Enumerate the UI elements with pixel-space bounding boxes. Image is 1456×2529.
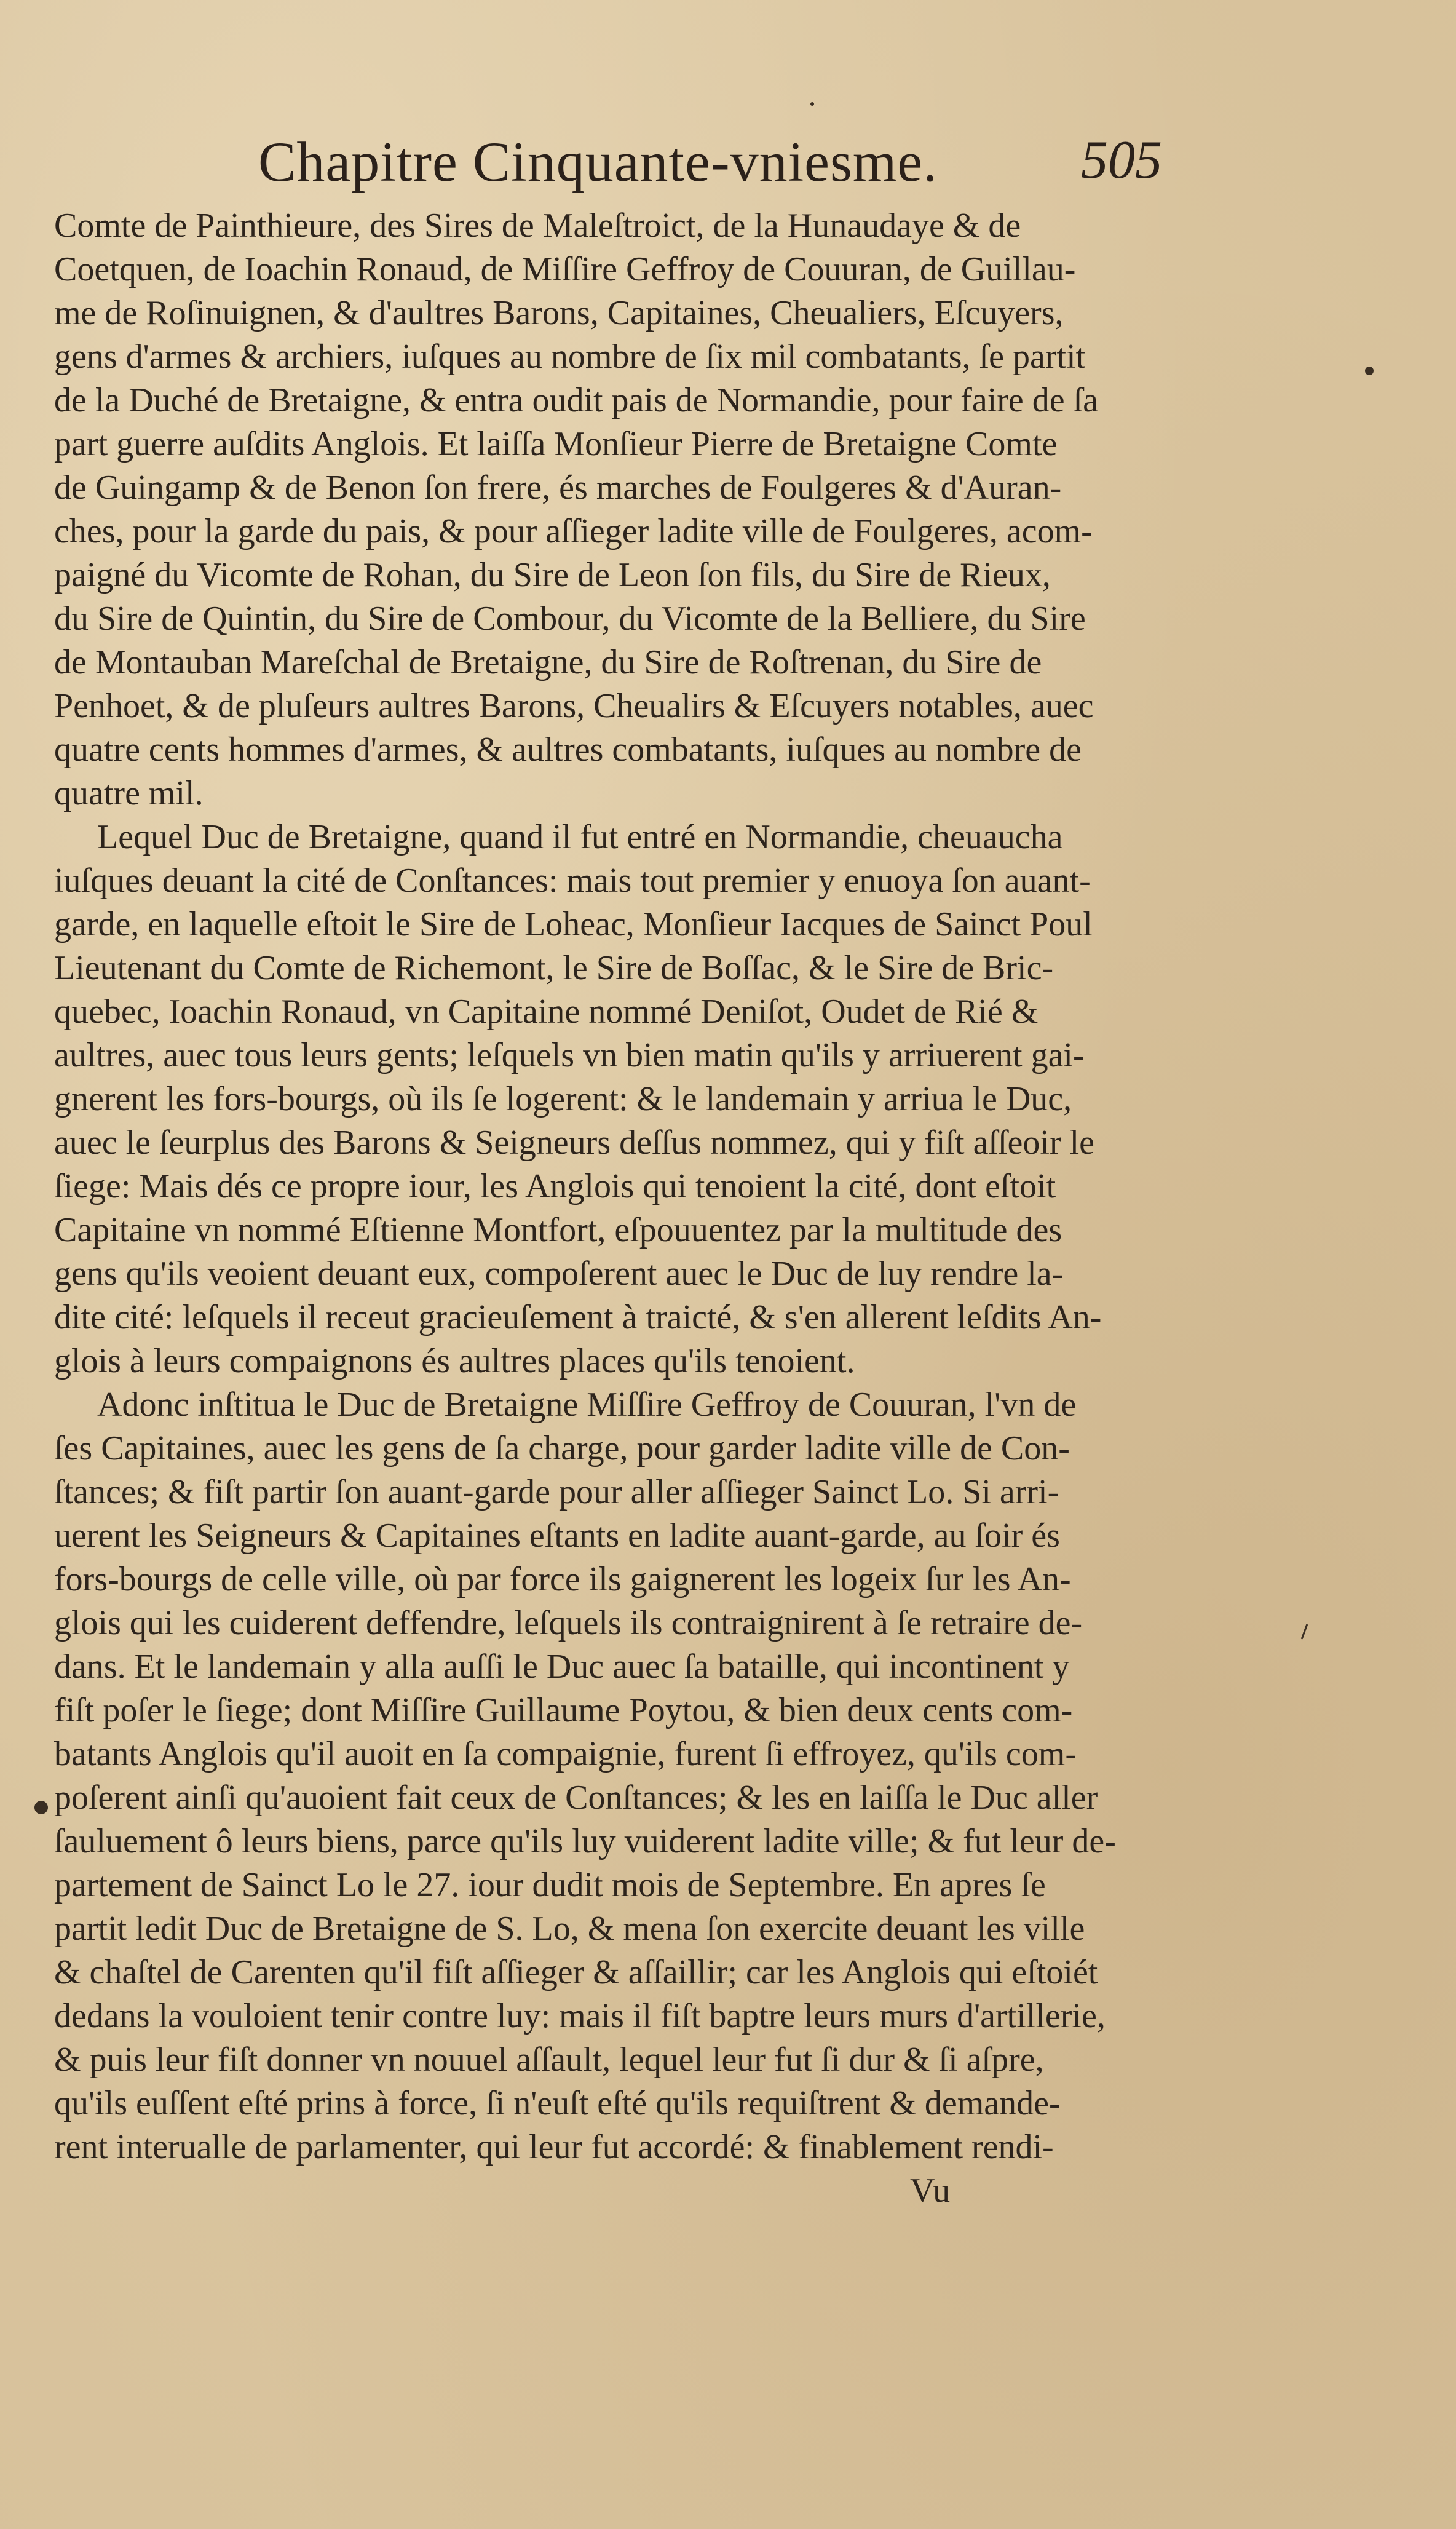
margin-pen-stroke [1301,1624,1308,1639]
text-line: ſtances; & fiſt partir ſon auant-garde pour aller aſſieger Sainct Lo. Si arri- [54,1473,1059,1511]
paragraph [54,204,1179,816]
text-line: ches, pour la garde du pais, & pour aſſieger ladite ville de Foulgeres, acom- [54,512,1093,550]
text-line: ſes Capitaines, auec les gens de ſa charge, pour garder ladite ville de Con- [54,1429,1070,1467]
text-line: batants Anglois qu'il auoit en ſa compaignie, furent ſi effroyez, qu'ils com- [54,1735,1077,1773]
text-line: du Sire de Quintin, du Sire de Combour, du Vicomte de la Belliere, du Sire [54,600,1086,638]
text-line: auec le ſeurplus des Barons & Seigneurs deſſus nommez, qui y fiſt aſſeoir le [54,1124,1095,1162]
page-number: 505 [1081,130,1162,190]
text-line: quatre cents hommes d'armes, & aultres combatants, iuſques au nombre de [54,731,1082,769]
text-line: de la Duché de Bretaigne, & entra oudit pais de Normandie, pour faire de ſa [54,381,1099,419]
text-line: quebec, Ioachin Ronaud, vn Capitaine nommé Deniſot, Oudet de Rié & [54,993,1039,1031]
paragraph [54,816,1179,1383]
text-line: qu'ils euſſent eſté prins à force, ſi n'euſt eſté qu'ils requiſtrent & demande- [54,2084,1061,2122]
text-line: glois à leurs compaignons és aultres places qu'ils tenoient. [54,1342,855,1380]
text-line: uerent les Seigneurs & Capitaines eſtants en ladite auant-garde, au ſoir és [54,1517,1060,1555]
text-line: aultres, auec tous leurs gents; leſquels vn bien matin qu'ils y arriuerent gai- [54,1036,1085,1074]
text-line: gnerent les fors-bourgs, où ils ſe logerent: & le landemain y arriua le Duc, [54,1080,1072,1118]
body-text [54,204,1179,2169]
text-line: & chaſtel de Carenten qu'il fiſt aſſieger & aſſaillir; car les Anglois qui eſtoiét [54,1953,1098,1991]
text-line: partit ledit Duc de Bretaigne de S. Lo, & mena ſon exercite deuant les ville [54,1910,1085,1948]
text-line: ſiege: Mais dés ce propre iour, les Anglois qui tenoient la cité, dont eſtoit [54,1167,1056,1205]
text-line: Coetquen, de Ioachin Ronaud, de Miſſire Geffroy de Couuran, de Guillau- [54,250,1076,288]
ink-spot [810,102,814,106]
catchword: Vu [910,2172,951,2210]
text-line: part guerre auſdits Anglois. Et laiſſa Monſieur Pierre de Bretaigne Comte [54,425,1058,463]
paragraph [54,1383,1179,2169]
text-line: garde, en laquelle eſtoit le Sire de Loheac, Monſieur Iacques de Sainct Poul [54,905,1093,943]
text-line: iuſques deuant la cité de Conſtances: mais tout premier y enuoya ſon auant- [54,862,1091,900]
running-title: Chapitre Cinquante-vniesme. [258,130,938,193]
text-line: Lieutenant du Comte de Richemont, le Sire de Boſſac, & le Sire de Bric- [54,949,1054,987]
text-line: poſerent ainſi qu'auoient fait ceux de Conſtances; & les en laiſſa le Duc aller [54,1779,1098,1817]
text-line: dite cité: leſquels il receut gracieuſement à traicté, & s'en allerent leſdits An- [54,1298,1102,1336]
text-line: me de Roſinuignen, & d'aultres Barons, Capitaines, Cheualiers, Eſcuyers, [54,294,1064,332]
text-line: gens d'armes & archiers, iuſques au nombre de ſix mil combatants, ſe partit [54,338,1086,376]
text-line: quatre mil. [54,774,204,812]
text-line: Comte de Painthieure, des Sires de Maleſtroict, de la Hunaudaye & de [54,207,1021,245]
text-line: glois qui les cuiderent deffendre, leſquels ils contraignirent à ſe retraire de- [54,1604,1083,1642]
text-line: dedans la vouloient tenir contre luy: mais il fiſt baptre leurs murs d'artillerie, [54,1997,1106,2035]
text-line: de Guingamp & de Benon ſon frere, és marches de Foulgeres & d'Auran- [54,469,1062,507]
text-line: fors-bourgs de celle ville, où par force ils gaignerent les logeix ſur les An- [54,1560,1071,1598]
text-line: ſauluement ô leurs biens, parce qu'ils luy vuiderent ladite ville; & fut leur de- [54,1822,1116,1860]
text-line: paigné du Vicomte de Rohan, du Sire de Leon ſon fils, du Sire de Rieux, [54,556,1051,594]
text-line: dans. Et le landemain y alla auſſi le Duc auec ſa bataille, qui incontinent y [54,1648,1070,1686]
text-line: Capitaine vn nommé Eſtienne Montfort, eſpouuentez par la multitude des [54,1211,1062,1249]
text-line: Adonc inſtitua le Duc de Bretaigne Miſſire Geffroy de Couuran, l'vn de [97,1386,1077,1424]
margin-bullet-mark [34,1801,48,1814]
text-line: partement de Sainct Lo le 27. iour dudit mois de Septembre. En apres ſe [54,1866,1046,1904]
text-line: Lequel Duc de Bretaigne, quand il fut entré en Normandie, cheuaucha [97,818,1063,856]
page-header [258,129,1162,203]
ink-spot [1365,367,1374,375]
text-line: de Montauban Mareſchal de Bretaigne, du Sire de Roſtrenan, du Sire de [54,643,1042,681]
text-line: Penhoet, & de pluſeurs aultres Barons, Cheualirs & Eſcuyers notables, auec [54,687,1094,725]
text-line: & puis leur fiſt donner vn nouuel aſſault, lequel leur fut ſi dur & ſi aſpre, [54,2041,1044,2079]
text-line: gens qu'ils veoient deuant eux, compoſerent auec le Duc de luy rendre la- [54,1255,1064,1293]
text-line: fiſt poſer le ſiege; dont Miſſire Guillaume Poytou, & bien deux cents com- [54,1691,1073,1729]
text-line: rent interualle de parlamenter, qui leur fut accordé: & finablement rendi- [54,2128,1054,2166]
